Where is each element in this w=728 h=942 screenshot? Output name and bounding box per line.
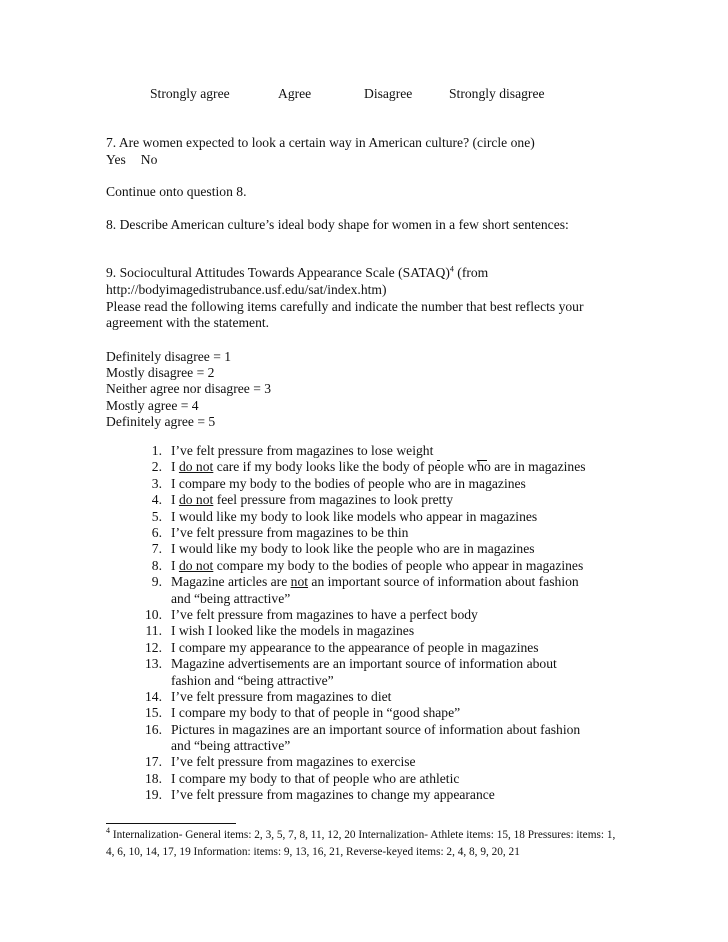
option-yes[interactable]: Yes <box>106 152 126 167</box>
instructions-line-2: agreement with the statement. <box>106 315 270 330</box>
footnote-ref: 4 <box>449 264 454 274</box>
question-7: 7. Are women expected to look a certain way in American culture? (circle one) <box>106 135 535 150</box>
scale-key-2: Mostly disagree = 2 <box>106 365 215 380</box>
instructions-line-1: Please read the following items carefully and indicate the number that best reflects your <box>106 299 584 314</box>
footnote-divider <box>106 823 236 824</box>
answer-blank[interactable] <box>437 443 482 459</box>
source-url: http://bodyimagedistrubance.usf.edu/sat/index.htm) <box>106 282 387 297</box>
option-no[interactable]: No <box>140 152 158 167</box>
question-9-title-suffix: (from <box>453 265 489 280</box>
scale-option-strongly-agree[interactable]: Strongly agree <box>150 86 230 101</box>
question-9-title <box>106 265 488 281</box>
continue-instruction: Continue onto question 8. <box>106 184 247 199</box>
scale-key-3: Neither agree nor disagree = 3 <box>106 381 272 396</box>
scale-option-agree[interactable]: Agree <box>278 86 312 101</box>
footnote-marker: 4 <box>106 826 110 836</box>
footnote <box>106 827 626 861</box>
scale-option-strongly-disagree[interactable]: Strongly disagree <box>449 86 545 101</box>
footnote-text: Internalization- General items: 2, 3, 5, 7, 8, 11, 12, 20 Internalization- Athlete items: 15, 18 Pressures: items: 1, 4, 6, 10, 14, 17, 19 Information: items: 9, 13, 16, 21, Reverse-keyed items: 2, 4, 8, 9, 20, 21 <box>106 829 616 858</box>
scale-key-4: Mostly agree = 4 <box>106 398 199 413</box>
scale-option-disagree[interactable]: Disagree <box>364 86 413 101</box>
question-9-title-text: 9. Sociocultural Attitudes Towards Appearance Scale (SATAQ) <box>106 265 450 280</box>
question-7-options <box>106 152 157 168</box>
question-8: 8. Describe American culture’s ideal body shape for women in a few short sentences: <box>106 217 569 232</box>
scale-key-5: Definitely agree = 5 <box>106 414 216 429</box>
scale-key-1: Definitely disagree = 1 <box>106 349 232 364</box>
